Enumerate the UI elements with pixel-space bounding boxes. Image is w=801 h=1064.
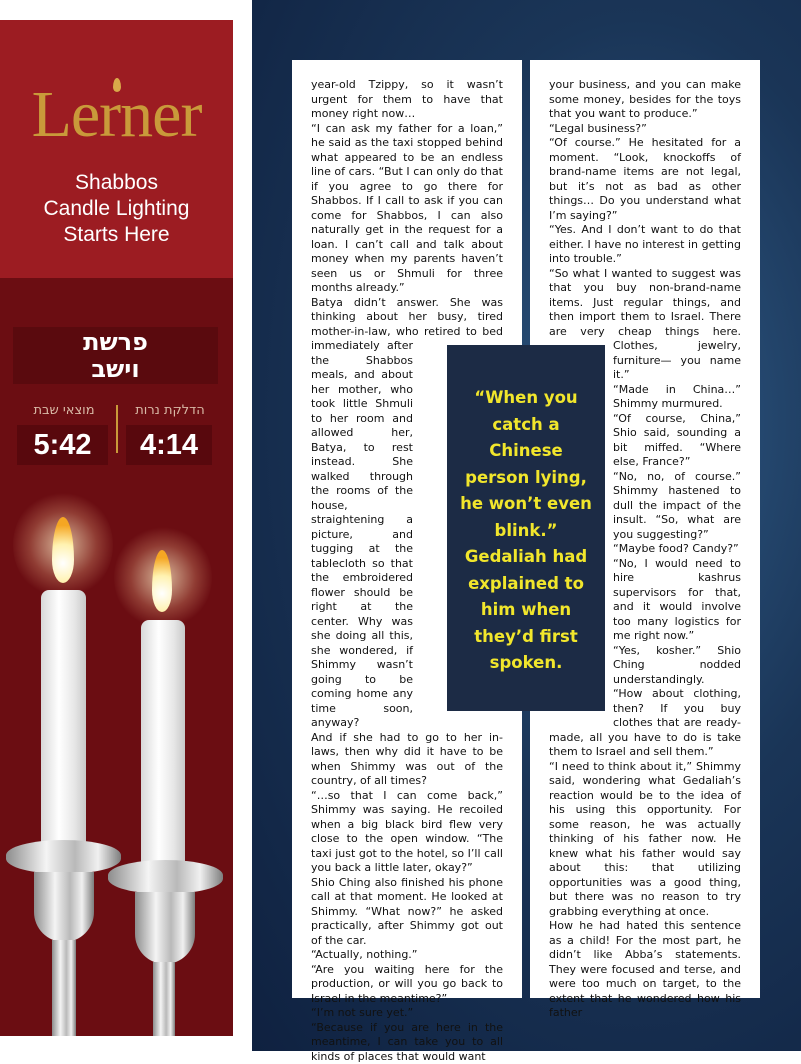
article-paragraph: How he had hated this sentence as a child! For the most part, he didn’t like Abba’s statements. They were focused and terse, and were too much on target, to the extent that he wondered how his father [549, 919, 741, 1021]
article-paragraph: “Yes, kosher.” Shio Ching nodded understandingly. [549, 644, 741, 688]
candle-lighting-ad [0, 20, 233, 1036]
motzei-shabbos-time: 5:42 [17, 425, 108, 465]
article-paragraph: “No, no, of course.” Shimmy hastened to dull the impact of the insult. “So, what are you suggesting?” [549, 470, 741, 543]
article-paragraph: “Made in China…” Shimmy murmured. [549, 383, 741, 412]
candlestick [6, 840, 121, 874]
tagline-line: Shabbos [0, 170, 233, 196]
article-paragraph: “I’m not sure yet.” [311, 1006, 503, 1021]
parsha-line: וישב [13, 356, 218, 383]
candle [141, 620, 185, 872]
candlestick [52, 940, 76, 1036]
article-paragraph: “Of course, China,” Shio said, sounding a bit miffed. “Where else, France?” [549, 412, 741, 470]
article-paragraph: Shio Ching also finished his phone call at that moment. He looked at Shimmy. “What now?” he asked practically, after Shimmy got out of the car. [311, 876, 503, 949]
ad-tagline [0, 170, 233, 248]
tagline-line: Starts Here [0, 222, 233, 248]
article-paragraph: “So what I wanted to suggest was that you buy non-brand-name items. Just regular things, and then import them to Israel. There are very cheap things here. Clothes, jewelry, furniture— you name it.” [549, 267, 741, 383]
article-paragraph: “No, I would need to hire kashrus supervisors for that, and it would involve too many logistics for me right now.” [549, 557, 741, 644]
article-paragraph: “Of course.” He hesitated for a moment. “Look, knockoffs of brand-name items are not legal, but it’s not as bad as other things… Do you understand what I’m saying?” [549, 136, 741, 223]
candlestick [153, 962, 175, 1036]
candlestick [34, 872, 94, 942]
candle-lighting-time: 4:14 [126, 425, 212, 465]
parsha-line: פרשת [13, 327, 218, 356]
article-paragraph: year-old Tzippy, so it wasn’t urgent for them to have that money right now… [311, 78, 503, 122]
motzei-shabbos-label: מוצאי שבת [16, 403, 112, 418]
article-paragraph: “…so that I can come back,” Shimmy was saying. He recoiled when a big black bird flew very close to the open window. “The taxi just got to the hotel, so I’ll call you back a little later, okay?” [311, 789, 503, 876]
article-paragraph: “I need to think about it,” Shimmy said, wondering what Gedaliah’s reaction would be to the idea of his using this opportunity. For some reason, he was actually thinking of his father now. He knew what his father would say about this: that utilizing opportunities was a good thing, but there was no reason to try grabbing everything at once. [549, 760, 741, 920]
candle-lighting-label: הדלקת נרות [122, 403, 218, 418]
candlestick [135, 892, 195, 964]
article-paragraph: And if she had to go to her in-laws, then why did it have to be when Shimmy was out of the country, of all times? [311, 731, 503, 789]
parsha-name [13, 327, 218, 384]
article-paragraph: “Are you waiting here for the production, or will you go back to Israel in the meantime?” [311, 963, 503, 1007]
article-paragraph: “Maybe food? Candy?” [549, 542, 741, 557]
divider [116, 405, 118, 453]
article-paragraph: “Legal business?” [549, 122, 741, 137]
candle [41, 590, 86, 852]
article-paragraph: “Because if you are here in the meantime, I can take you to all kinds of places that would want [311, 1021, 503, 1064]
article-paragraph: “Actually, nothing.” [311, 948, 503, 963]
article-paragraph: your business, and you can make some money, besides for the toys that you want to produce.” [549, 78, 741, 122]
article-paragraph: “How about clothing, then? If you buy clothes that are ready-made, all you have to do is take them to Israel and sell them.” [549, 687, 741, 760]
brand-logo: Lerner [0, 82, 233, 148]
article-paragraph: Batya didn’t answer. She was thinking about her busy, tired mother-in-law, who retired to bed immediately after the Shabbos meals, and about her mother, who took little Shmuli to her room and allowed her, Batya, to rest instead. She walked through the rooms of the house, straightening a picture, and tugging at the tablecloth so that the embroidered flower should be right at the center. Why was she doing all this, she wondered, if Shimmy wasn’t going to be coming home any time soon, anyway? [311, 296, 503, 731]
pull-quote: “When you catch a Chinese person lying, he won’t even blink.” Gedaliah had explained to him when they’d first spoken. [447, 345, 605, 711]
article-paragraph: “I can ask my father for a loan,” he said as the taxi stopped behind what appeared to be an endless line of cars. “But I can only do that if you agree to go there for Shabbos. If I call to ask if you can come for Shabbos, I can also naturally get in the request for a loan. I can’t call and talk about money when my parents haven’t seen us or Shmuli for three months already.” [311, 122, 503, 296]
tagline-line: Candle Lighting [0, 196, 233, 222]
candlestick [108, 860, 223, 894]
article-paragraph: “Yes. And I don’t want to do that either. I have no interest in getting into trouble.” [549, 223, 741, 267]
